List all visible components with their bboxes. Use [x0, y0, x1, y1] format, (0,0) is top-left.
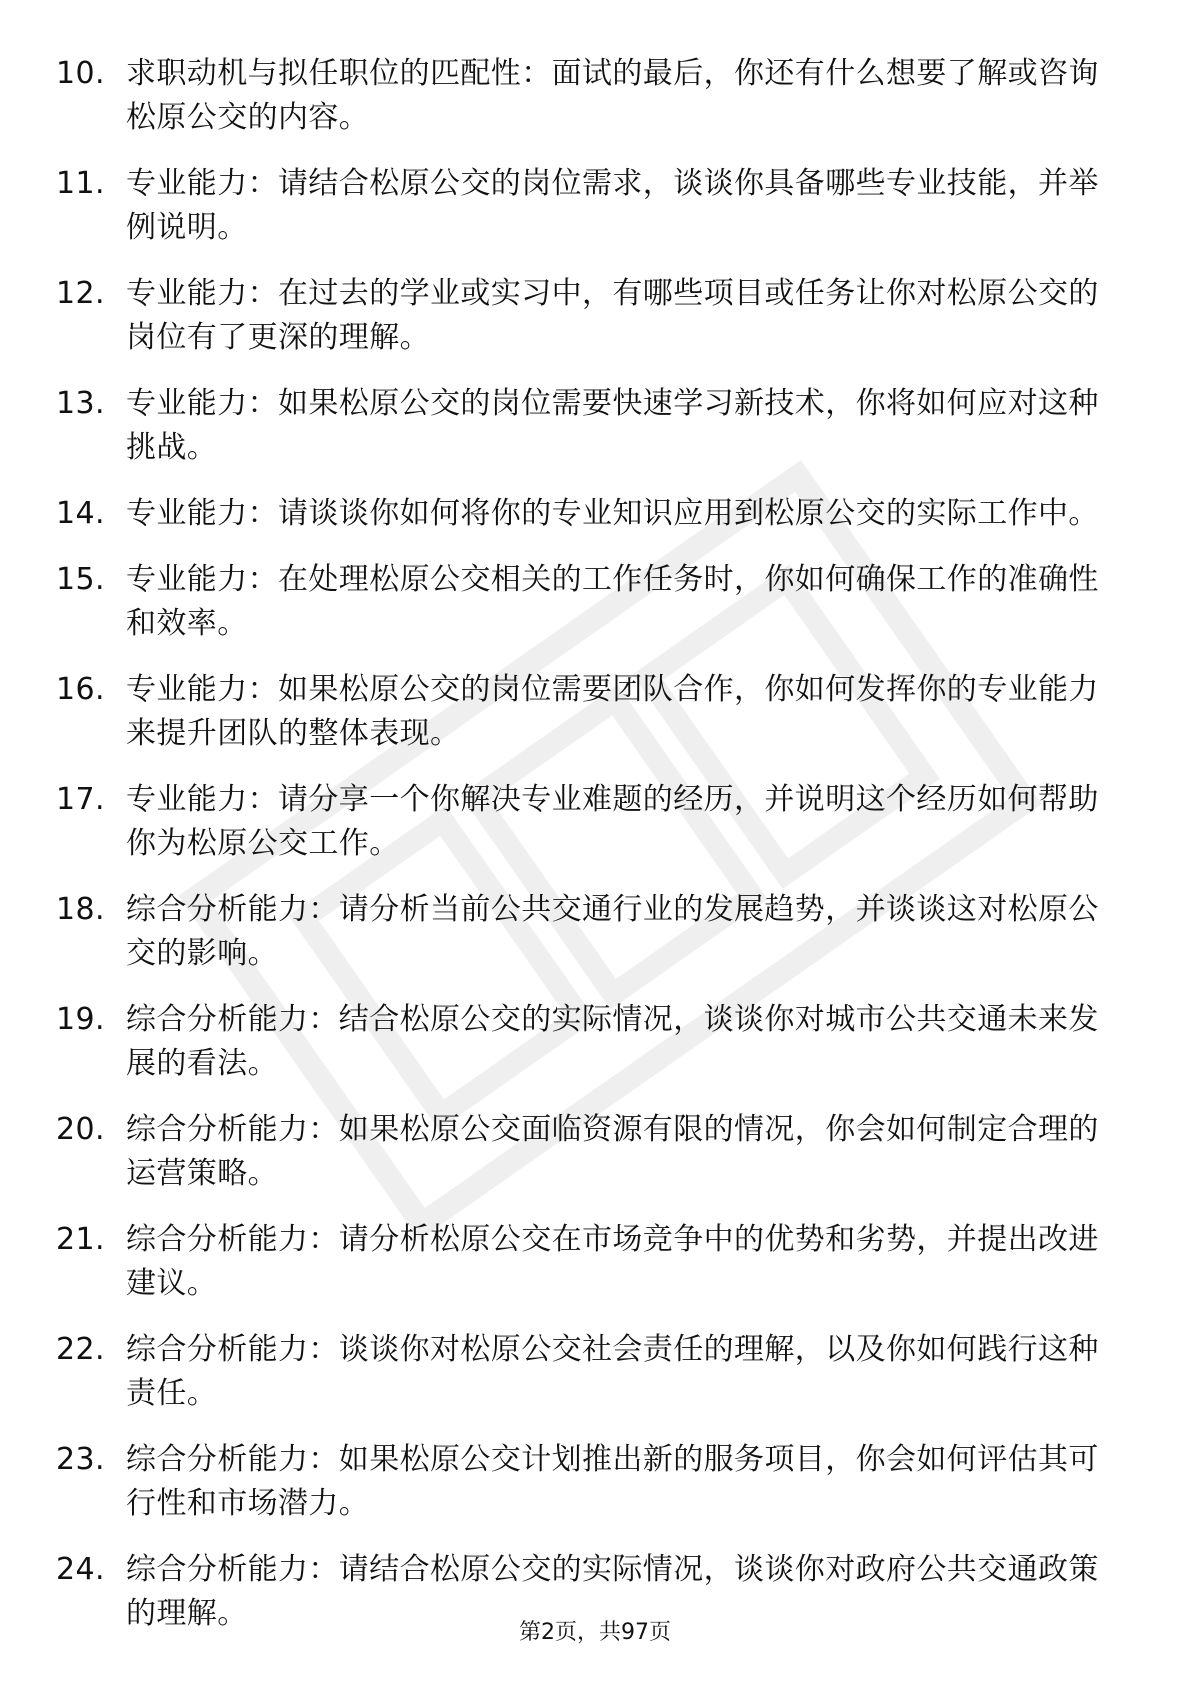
question-number: 13. — [56, 386, 105, 421]
list-item — [56, 558, 1116, 646]
question-text: 综合分析能力：结合松原公交的实际情况，谈谈你对城市公共交通未来发展的看法。 — [126, 1002, 1099, 1081]
list-item — [56, 888, 1116, 976]
question-number: 10. — [56, 56, 105, 91]
question-text: 专业能力：请分享一个你解决专业难题的经历，并说明这个经历如何帮助你为松原公交工作。 — [126, 782, 1099, 861]
question-text: 综合分析能力：谈谈你对松原公交社会责任的理解，以及你如何践行这种责任。 — [126, 1332, 1099, 1411]
question-number: 18. — [56, 892, 105, 927]
question-text: 综合分析能力：请分析当前公共交通行业的发展趋势，并谈谈这对松原公交的影响。 — [126, 892, 1099, 971]
question-text: 专业能力：如果松原公交的岗位需要快速学习新技术，你将如何应对这种挑战。 — [126, 386, 1099, 465]
question-list — [56, 52, 1116, 1658]
question-number: 15. — [56, 562, 105, 597]
list-item — [56, 272, 1116, 360]
question-number: 16. — [56, 672, 105, 707]
list-item — [56, 1328, 1116, 1416]
question-number: 19. — [56, 1002, 105, 1037]
question-text: 综合分析能力：如果松原公交面临资源有限的情况，你会如何制定合理的运营策略。 — [126, 1112, 1099, 1191]
question-number: 17. — [56, 782, 105, 817]
question-number: 20. — [56, 1112, 105, 1147]
question-text: 专业能力：在过去的学业或实习中，有哪些项目或任务让你对松原公交的岗位有了更深的理解。 — [126, 276, 1099, 355]
list-item — [56, 52, 1116, 140]
list-item — [56, 998, 1116, 1086]
list-item — [56, 1438, 1116, 1526]
question-number: 11. — [56, 166, 105, 201]
question-text: 专业能力：如果松原公交的岗位需要团队合作，你如何发挥你的专业能力来提升团队的整体表现。 — [126, 672, 1099, 751]
list-item — [56, 382, 1116, 470]
list-item — [56, 1218, 1116, 1306]
list-item — [56, 162, 1116, 250]
question-number: 23. — [56, 1442, 105, 1477]
question-number: 24. — [56, 1552, 105, 1587]
page-number-label: 第2页，共97页 — [519, 1620, 671, 1645]
question-text: 综合分析能力：请结合松原公交的实际情况，谈谈你对政府公共交通政策的理解。 — [126, 1552, 1099, 1631]
list-item — [56, 778, 1116, 866]
question-text: 专业能力：请谈谈你如何将你的专业知识应用到松原公交的实际工作中。 — [126, 496, 1099, 531]
question-number: 21. — [56, 1222, 105, 1257]
list-item — [56, 492, 1116, 536]
question-text: 综合分析能力：如果松原公交计划推出新的服务项目，你会如何评估其可行性和市场潜力。 — [126, 1442, 1099, 1521]
list-item — [56, 1108, 1116, 1196]
page-footer — [0, 1618, 1190, 1648]
question-text: 综合分析能力：请分析松原公交在市场竞争中的优势和劣势，并提出改进建议。 — [126, 1222, 1099, 1301]
question-text: 求职动机与拟任职位的匹配性：面试的最后，你还有什么想要了解或咨询松原公交的内容。 — [126, 56, 1099, 135]
question-text: 专业能力：请结合松原公交的岗位需求，谈谈你具备哪些专业技能，并举例说明。 — [126, 166, 1099, 245]
question-number: 22. — [56, 1332, 105, 1367]
question-number: 12. — [56, 276, 105, 311]
question-text: 专业能力：在处理松原公交相关的工作任务时，你如何确保工作的准确性和效率。 — [126, 562, 1099, 641]
question-number: 14. — [56, 496, 105, 531]
list-item — [56, 668, 1116, 756]
